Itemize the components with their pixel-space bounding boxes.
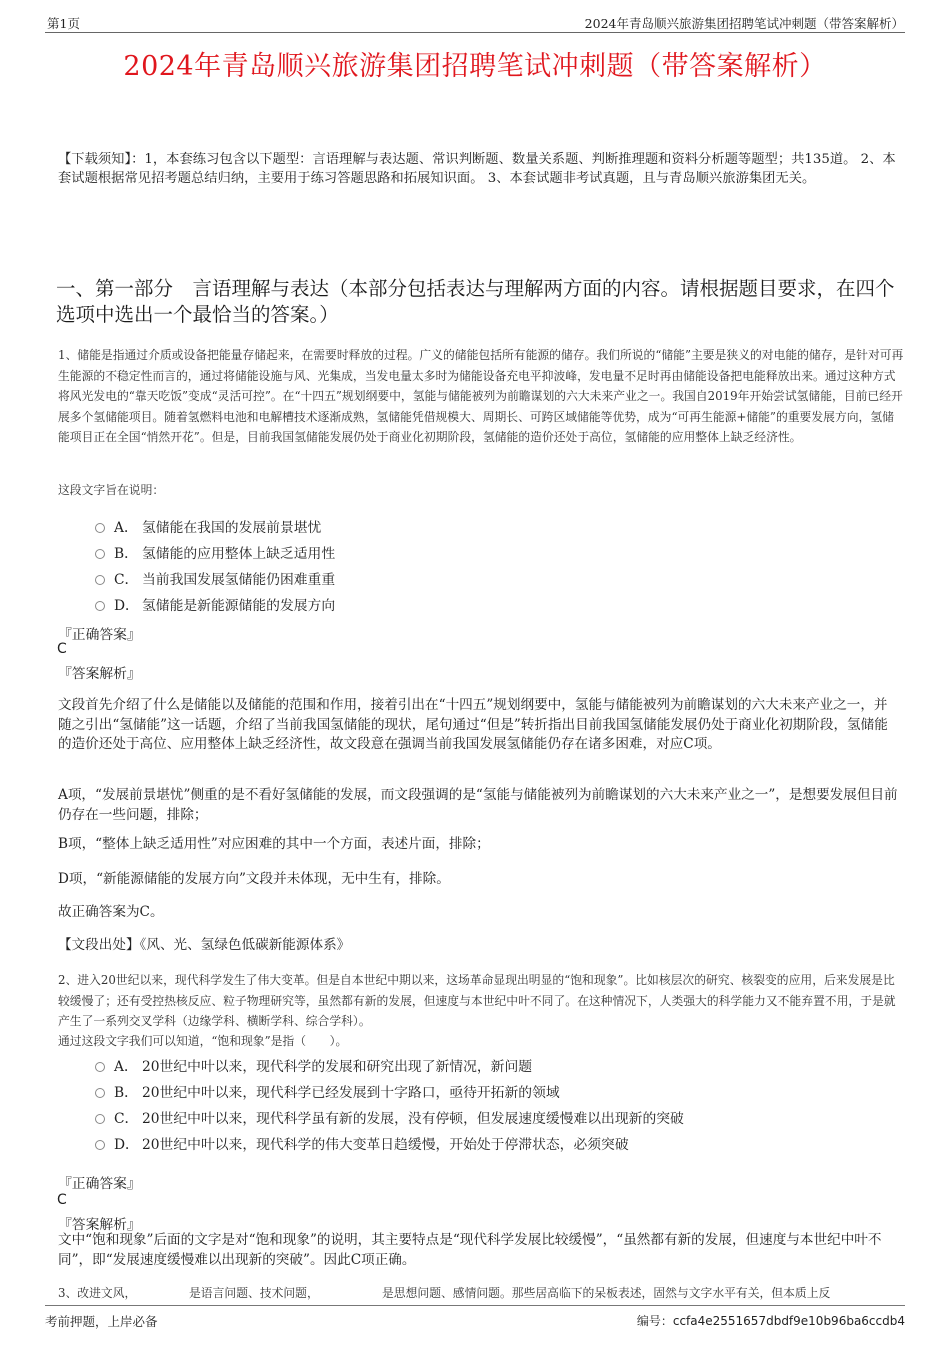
option-a[interactable]: A． 20世纪中叶以来，现代科学的发展和研究出现了新情况，新问题 — [95, 1055, 532, 1075]
question-3-text: 是思想问题、感情问题。那些居高临下的呆板表述，固然与文字水平有关，但本质上反 — [382, 1286, 831, 1300]
analysis-paragraph: A项，“发展前景堪忧”侧重的是不看好氢储能的发展，而文段强调的是“氢能与储能被列为前瞻谋划的六大未来产业之一”，是想要发展但目前仍存在一些问题，排除； — [58, 787, 898, 823]
header-divider — [45, 32, 905, 33]
analysis-paragraph: B项，“整体上缺乏适用性”对应困难的其中一个方面，表述片面，排除； — [58, 836, 490, 852]
question-2-prompt: 通过这段文字我们可以知道，“饱和现象”是指（ ）。 — [58, 1034, 348, 1048]
radio-icon[interactable] — [95, 575, 105, 585]
option-b[interactable]: B． 氢储能的应用整体上缺乏适用性 — [95, 542, 335, 562]
radio-icon[interactable] — [95, 601, 105, 611]
source-citation: 【文段出处】《风、光、氢绿色低碳新能源体系》 — [58, 937, 351, 953]
radio-icon[interactable] — [95, 549, 105, 559]
page-number: 第1页 — [47, 16, 80, 31]
answer-value: C — [57, 1192, 67, 1208]
question-3-lead: 3、改进文风， — [58, 1286, 137, 1300]
radio-icon[interactable] — [95, 1140, 105, 1150]
answer-value: C — [57, 641, 67, 657]
radio-icon[interactable] — [95, 1114, 105, 1124]
footer-divider — [45, 1305, 905, 1306]
download-notice: 【下载须知】：1，本套练习包含以下题型：言语理解与表达题、常识判断题、数量关系题、判断推理题和资料分析题等题型；共135道。 2、本套试题根据常见招考题总结归纳，主要用于练习答题思路和拓展知识面。 3、本套试题非考试真题，且与青岛顺兴旅游集团无关。 — [58, 152, 896, 186]
question-3-text: 是语言问题、技术问题， — [189, 1286, 319, 1300]
option-a[interactable]: A． 氢储能在我国的发展前景堪忧 — [95, 516, 321, 536]
document-title: 2024年青岛顺兴旅游集团招聘笔试冲刺题（带答案解析） — [123, 51, 827, 82]
radio-icon[interactable] — [95, 1088, 105, 1098]
answer-label: 『正确答案』 — [58, 1176, 141, 1192]
analysis-paragraph: D项，“新能源储能的发展方向”文段并未体现，无中生有，排除。 — [58, 871, 450, 887]
option-d[interactable]: D． 氢储能是新能源储能的发展方向 — [95, 594, 335, 614]
running-title: 2024年青岛顺兴旅游集团招聘笔试冲刺题（带答案解析） — [584, 16, 904, 31]
radio-icon[interactable] — [95, 1062, 105, 1072]
footer-slogan: 考前押题，上岸必备 — [45, 1314, 158, 1329]
question-2-passage: 2、进入20世纪以来，现代科学发生了伟大变革。但是自本世纪中期以来，这场革命显现出明显的“饱和现象”。比如核层次的研究、核裂变的应用，后来发展是比较缓慢了；还有受控热核反应、粒子物理研究等，虽然都有新的发展，但速度与本世纪中叶不同了。在这种情况下，人类强大的科学能力又不能弃置不用，于是就产生了一系列交叉学科（边缘学科、横断学科、综合学科）。 — [58, 973, 896, 1028]
analysis-label: 『答案解析』 — [58, 1217, 141, 1233]
document-code: 编号：ccfa4e2551657dbdf9e10b96ba6ccdb4 — [636, 1314, 905, 1328]
analysis-label: 『答案解析』 — [58, 666, 141, 682]
option-d[interactable]: D． 20世纪中叶以来，现代科学的伟大变革日趋缓慢，开始处于停滞状态，必须突破 — [95, 1133, 629, 1153]
section-heading: 一、第一部分 言语理解与表达（本部分包括表达与理解两方面的内容。请根据题目要求，在四个选项中选出一个最恰当的答案。） — [56, 277, 895, 326]
analysis-paragraph: 故正确答案为C。 — [58, 904, 164, 920]
answer-label: 『正确答案』 — [58, 627, 141, 643]
question-1-passage: 1、储能是指通过介质或设备把能量存储起来，在需要时释放的过程。广义的储能包括所有能源的储存。我们所说的“储能”主要是狭义的对电能的储存，是针对可再生能源的不稳定性而言的，通过将储能设施与风、光集成，当发电量太多时为储能设备充电平抑波峰，发电量不足时再由储能设备把电能释放出来。通过这种方式将风光发电的“靠天吃饭”变成“灵活可控”。在“十四五”规划纲要中，氢能与储能被列为前瞻谋划的六大未来产业之一。我国自2019年开始尝试氢储能，目前已经开展多个氢储能项目。随着氢燃料电池和电解槽技术逐渐成熟，氢储能凭借规模大、周期长、可跨区域储能等优势，成为“可再生能源+储能”的重要发展方向，氢储能项目正在全国“悄然开花”。但是，目前我国氢储能发展仍处于商业化初期阶段，氢储能的造价还处于高位，氢储能的应用整体上缺乏经济性。 — [58, 348, 904, 444]
analysis-paragraph: 文段首先介绍了什么是储能以及储能的范围和作用，接着引出在“十四五”规划纲要中，氢能与储能被列为前瞻谋划的六大未来产业之一，并随之引出“氢储能”这一话题，介绍了当前我国氢储能的现状，尾句通过“但是”转折指出目前我国氢储能发展仍处于商业化初期阶段，氢储能的造价还处于高位、应用整体上缺乏经济性，故文段意在强调当前我国发展氢储能仍存在诸多困难，对应C项。 — [58, 697, 888, 752]
option-b[interactable]: B． 20世纪中叶以来，现代科学已经发展到十字路口，亟待开拓新的领域 — [95, 1081, 560, 1101]
option-c[interactable]: C． 当前我国发展氢储能仍困难重重 — [95, 568, 335, 588]
radio-icon[interactable] — [95, 523, 105, 533]
analysis-paragraph: 文中“饱和现象”后面的文字是对“饱和现象”的说明，其主要特点是“现代科学发展比较缓慢”，“虽然都有新的发展，但速度与本世纪中叶不同”，即“发展速度缓慢难以出现新的突破”。因此C项正确。 — [58, 1232, 882, 1268]
option-c[interactable]: C． 20世纪中叶以来，现代科学虽有新的发展，没有停顿，但发展速度缓慢难以出现新的突破 — [95, 1107, 684, 1127]
question-1-prompt: 这段文字旨在说明： — [58, 483, 165, 497]
